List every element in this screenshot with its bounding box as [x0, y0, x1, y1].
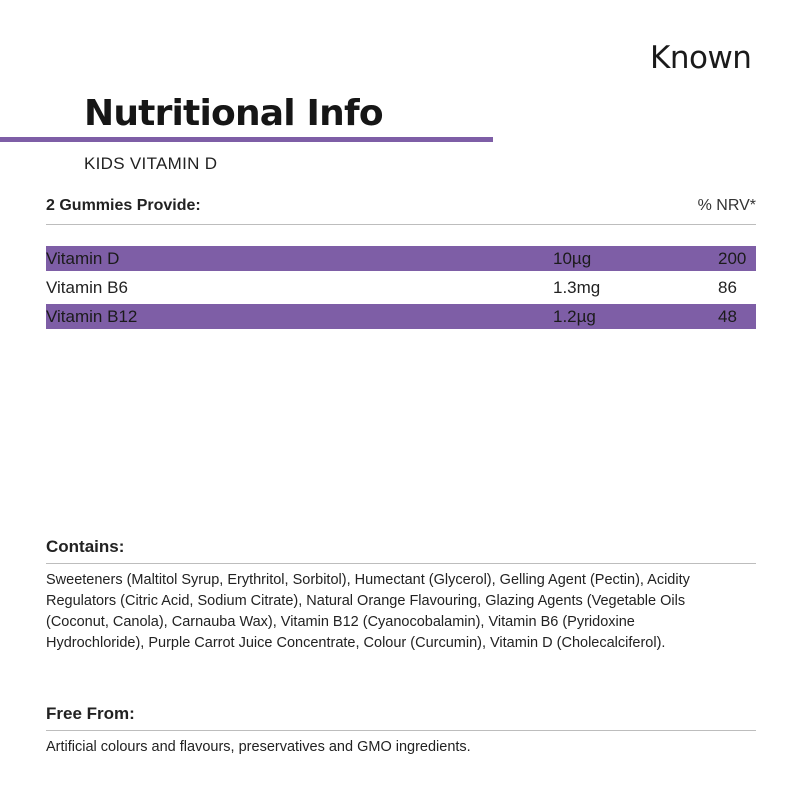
nutrient-amount: 1.2µg: [553, 307, 596, 326]
free-from-text: Artificial colours and flavours, preservatives and GMO ingredients.: [46, 739, 471, 755]
free-from-heading: Free From:: [46, 704, 135, 723]
free-from-divider: [46, 730, 756, 731]
product-name: KIDS VITAMIN D: [84, 154, 218, 173]
page-title: Nutritional Info: [84, 93, 383, 134]
nutrient-name: Vitamin B12: [46, 307, 138, 326]
serving-header: [46, 197, 756, 217]
serving-label: 2 Gummies Provide:: [46, 197, 201, 214]
contains-divider: [46, 563, 756, 564]
contains-heading: Contains:: [46, 537, 125, 556]
nutrient-amount: 10µg: [553, 249, 592, 268]
brand-logo: Known: [650, 40, 752, 76]
nutrient-table: [46, 246, 756, 333]
nutrient-name: Vitamin B6: [46, 278, 128, 297]
title-underline: [0, 137, 493, 142]
nutrient-name: Vitamin D: [46, 249, 120, 268]
nutrient-row: [46, 275, 756, 300]
nutrient-row: [46, 304, 756, 329]
nutrient-nrv: 48: [718, 307, 737, 326]
nutrient-nrv: 86: [718, 278, 737, 297]
nutrient-row: [46, 246, 756, 271]
serving-divider: [46, 224, 756, 225]
nutrient-nrv: 200: [718, 249, 747, 268]
nrv-column-header: % NRV*: [697, 197, 756, 214]
contains-text: Sweeteners (Maltitol Syrup, Erythritol, Sorbitol), Humectant (Glycerol), Gelling Agent (Pectin), Acidity Regulators (Citric Acid, Sodium Citrate), Natural Orange Flavouring, Glazing Agents (Vegetable Oils (Coconut, Canola), Carnauba Wax), Vitamin B12 (Cyanocobalamin), Vitamin B6 (Pyridoxine Hydrochloride), Purple Carrot Juice Concentrate, Colour (Curcumin), Vitamin D (Cholecalciferol).: [46, 572, 690, 651]
nutrient-amount: 1.3mg: [553, 278, 601, 297]
